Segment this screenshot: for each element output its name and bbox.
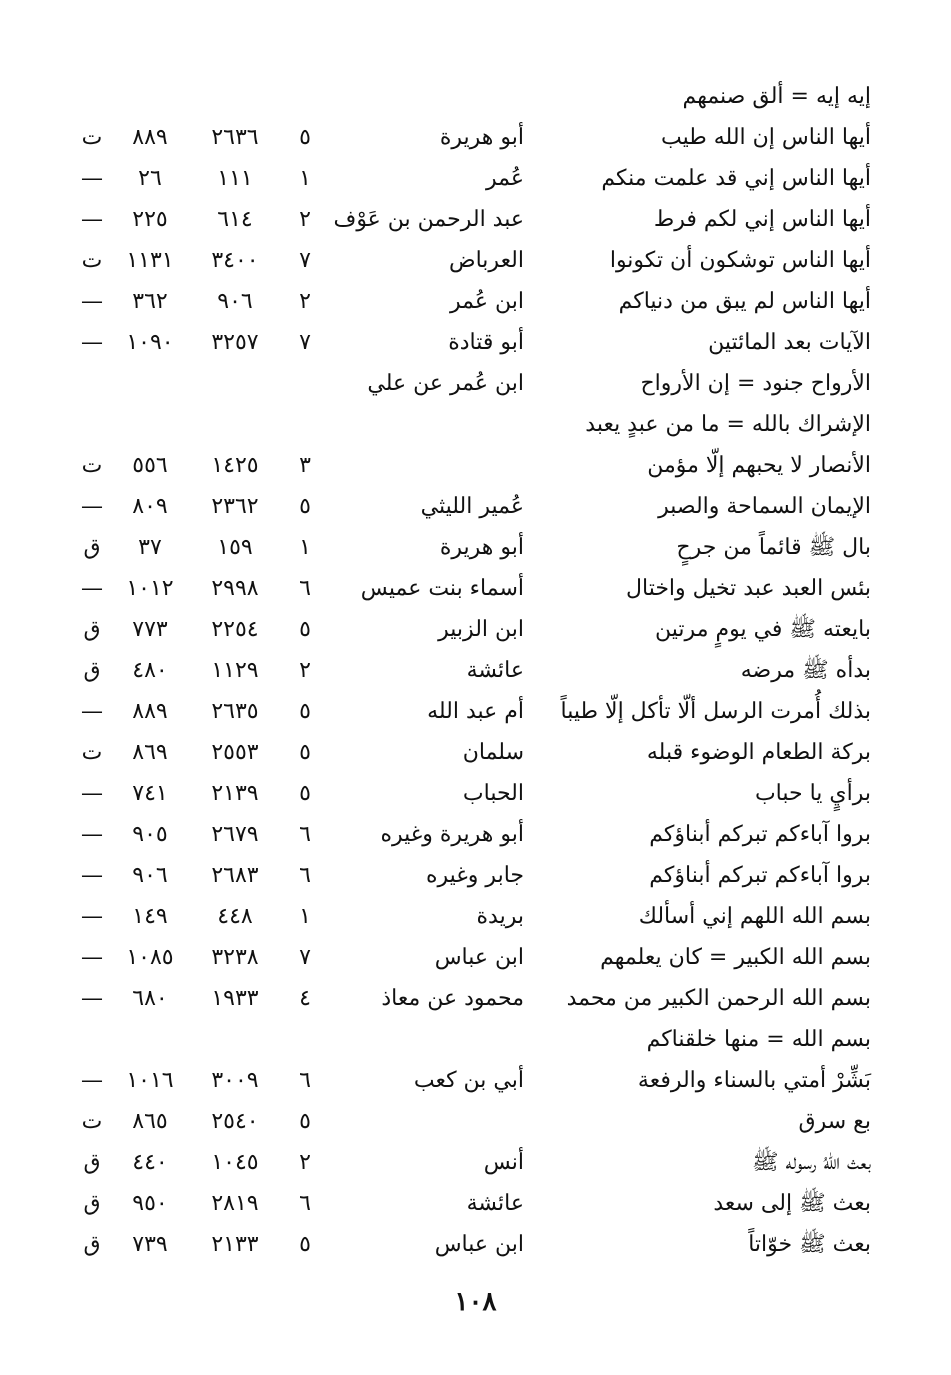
hadith-phrase: بسم الله = منها خلقناكم — [646, 1027, 871, 1052]
volume-number: ٣ — [299, 453, 311, 478]
page-reference — [108, 76, 192, 117]
table-row — [0, 691, 951, 732]
hadith-phrase: بركة الطعام الوضوء قبله — [646, 740, 871, 765]
hadith-phrase: بع سرق — [798, 1109, 871, 1134]
volume-number: ٥ — [299, 1109, 311, 1134]
page-reference: ٢٦ — [138, 166, 162, 191]
hadith-phrase: إيه إيه = ألق صنمهم — [682, 84, 871, 109]
table-row — [0, 1019, 951, 1060]
table-row — [0, 76, 951, 117]
page-reference: ٨٨٩ — [132, 125, 168, 150]
hadith-number: ٢٣٦٢ — [211, 494, 259, 519]
source-mark: — — [81, 166, 103, 191]
volume-number: ٢ — [299, 658, 311, 683]
narrator-name: ابن عُمر — [450, 289, 524, 314]
page-reference: ١٠٨٥ — [126, 945, 174, 970]
hadith-number: ٤٤٨ — [217, 904, 253, 929]
hadith-number: ٣٠٠٩ — [211, 1068, 259, 1093]
table-row — [0, 732, 951, 773]
hadith-phrase: بال ﷺ قائماً من جرحٍ — [676, 535, 871, 560]
narrator-name: جابر وغيره — [426, 863, 524, 888]
narrator-name: أبي بن كعب — [413, 1068, 524, 1093]
source-mark: ق — [83, 658, 101, 683]
volume-number: ١ — [299, 166, 311, 191]
hadith-phrase: بعث ﷺ إلى سعد — [713, 1191, 871, 1216]
volume-number: ٦ — [299, 1068, 311, 1093]
volume-number — [290, 404, 320, 445]
hadith-phrase: بَشِّرْ أمتي بالسناء والرفعة — [637, 1068, 871, 1093]
hadith-phrase: بعث ﷺ خوّاتاً — [748, 1232, 871, 1257]
source-mark: — — [81, 781, 103, 806]
page-reference — [108, 363, 192, 404]
narrator-name: أبو قتادة — [448, 330, 524, 355]
hadith-number: ٢٥٥٣ — [211, 740, 259, 765]
page-reference: ١١٣١ — [126, 248, 174, 273]
volume-number: ٧ — [299, 330, 311, 355]
page-reference: ٨٨٩ — [132, 699, 168, 724]
narrator-name: أبو هريرة وغيره — [380, 822, 524, 847]
narrator-name: الحباب — [462, 781, 524, 806]
table-row — [0, 896, 951, 937]
table-row — [0, 1224, 951, 1265]
narrator-name: أم عبد الله — [427, 699, 524, 724]
volume-number: ٦ — [299, 1191, 311, 1216]
hadith-number — [195, 76, 275, 117]
hadith-number: ٢٨١٩ — [211, 1191, 259, 1216]
table-row — [0, 363, 951, 404]
source-mark: — — [81, 207, 103, 232]
volume-number: ٦ — [299, 822, 311, 847]
narrator-name: عائشة — [466, 1191, 524, 1216]
source-mark — [74, 76, 110, 117]
hadith-number — [195, 1019, 275, 1060]
narrator-name: أبو هريرة — [439, 535, 524, 560]
hadith-number: ٦١٤ — [217, 207, 253, 232]
page-reference: ٧٤١ — [132, 781, 168, 806]
table-row — [0, 158, 951, 199]
page-number: ١٠٨ — [454, 1287, 497, 1317]
narrator-name: محمود عن معاذ — [381, 986, 524, 1011]
page-reference: ١٠١٢ — [126, 576, 174, 601]
narrator-name: سلمان — [462, 740, 524, 765]
hadith-phrase: بذلك أُمرت الرسل ألّا تأكل إلّا طيباً — [560, 699, 871, 724]
hadith-phrase: بسم الله الكبير = كان يعلمهم — [600, 945, 871, 970]
page-reference: ٨٦٩ — [132, 740, 168, 765]
volume-number: ٥ — [299, 781, 311, 806]
volume-number — [290, 1019, 320, 1060]
volume-number: ١ — [299, 535, 311, 560]
volume-number: ٥ — [299, 740, 311, 765]
source-mark: ت — [81, 125, 103, 150]
hadith-number: ١٠٤٥ — [211, 1150, 259, 1175]
volume-number: ٦ — [299, 863, 311, 888]
volume-number: ٧ — [299, 248, 311, 273]
hadith-number: ٢٦٧٩ — [211, 822, 259, 847]
page-reference: ٧٧٣ — [132, 617, 168, 642]
page-reference: ١٠٩٠ — [126, 330, 174, 355]
hadith-phrase: أيها الناس توشكون أن تكونوا — [609, 248, 871, 273]
table-row — [0, 445, 951, 486]
page-reference — [108, 1019, 192, 1060]
source-mark — [74, 363, 110, 404]
hadith-phrase: بروا آباءكم تبركم أبناؤكم — [649, 863, 871, 888]
narrator-name: ابن عباس — [434, 1232, 524, 1257]
narrator-name: أبو هريرة — [439, 125, 524, 150]
hadith-number: ١١١ — [217, 166, 253, 191]
narrator-name: ابن الزبير — [438, 617, 524, 642]
page-reference: ٣٧ — [138, 535, 162, 560]
narrator-name: ابن عُمر عن علي — [367, 371, 524, 396]
table-row — [0, 322, 951, 363]
hadith-number: ١١٢٩ — [211, 658, 259, 683]
hadith-number: ١٩٣٣ — [211, 986, 259, 1011]
table-row — [0, 117, 951, 158]
source-mark: ت — [81, 248, 103, 273]
volume-number: ٦ — [299, 576, 311, 601]
source-mark: ق — [83, 617, 101, 642]
narrator-name: أنس — [483, 1150, 524, 1175]
hadith-number — [195, 363, 275, 404]
volume-number: ٤ — [299, 986, 311, 1011]
table-row — [0, 937, 951, 978]
index-table — [0, 76, 951, 1265]
source-mark: — — [81, 945, 103, 970]
source-mark: ق — [83, 1232, 101, 1257]
page-reference: ٤٨٠ — [132, 658, 168, 683]
hadith-phrase: الأنصار لا يحبهم إلّا مؤمن — [647, 453, 871, 478]
hadith-phrase: بسم الله الرحمن الكبير من محمد — [566, 986, 871, 1011]
page-reference: ٦٨٠ — [132, 986, 168, 1011]
hadith-number: ٢٦٣٥ — [211, 699, 259, 724]
source-mark: ت — [81, 453, 103, 478]
page-reference — [108, 404, 192, 445]
source-mark: — — [81, 822, 103, 847]
table-row — [0, 1183, 951, 1224]
source-mark — [74, 404, 110, 445]
hadith-number: ٣٢٥٧ — [211, 330, 259, 355]
table-row — [0, 609, 951, 650]
hadith-number: ٣٢٣٨ — [211, 945, 259, 970]
narrator-name: بريدة — [476, 904, 524, 929]
table-row — [0, 1142, 951, 1183]
table-row — [0, 978, 951, 1019]
table-row — [0, 568, 951, 609]
page-reference: ١٤٩ — [132, 904, 168, 929]
table-row — [0, 1101, 951, 1142]
hadith-number — [195, 404, 275, 445]
hadith-phrase: أيها الناس إن الله طيب — [661, 125, 871, 150]
hadith-phrase: الأرواح جنود = إن الأرواح — [640, 371, 871, 396]
page-reference: ٩٠٥ — [132, 822, 168, 847]
source-mark: ق — [83, 535, 101, 560]
narrator-name: العرباض — [449, 248, 524, 273]
table-row — [0, 1060, 951, 1101]
source-mark: — — [81, 289, 103, 314]
hadith-phrase: أيها الناس إني قد علمت منكم — [601, 166, 871, 191]
page-reference: ٣٦٢ — [132, 289, 168, 314]
narrator-name: ابن عباس — [434, 945, 524, 970]
hadith-phrase: أيها الناس لم يبق من دنياكم — [618, 289, 871, 314]
volume-number: ٥ — [299, 494, 311, 519]
volume-number: ٢ — [299, 207, 311, 232]
volume-number: ٥ — [299, 125, 311, 150]
source-mark: — — [81, 699, 103, 724]
volume-number: ٥ — [299, 699, 311, 724]
hadith-phrase: بدأه ﷺ مرضه — [740, 658, 871, 683]
page-reference: ٩٥٠ — [132, 1191, 168, 1216]
hadith-phrase: بئس العبد عبد تخيل واختال — [626, 576, 871, 601]
page-reference: ١٠١٦ — [126, 1068, 174, 1093]
narrator-name: عُمر — [486, 166, 524, 191]
hadith-number: ٢٩٩٨ — [211, 576, 259, 601]
table-row — [0, 773, 951, 814]
hadith-number: ١٥٩ — [217, 535, 253, 560]
source-mark: — — [81, 863, 103, 888]
hadith-number: ٢٥٤٠ — [211, 1109, 259, 1134]
page-reference: ٢٢٥ — [132, 207, 168, 232]
page-reference: ٨٦٥ — [132, 1109, 168, 1134]
source-mark: ق — [83, 1191, 101, 1216]
source-mark: ق — [83, 1150, 101, 1175]
volume-number — [290, 76, 320, 117]
source-mark: — — [81, 904, 103, 929]
narrator-name: أسماء بنت عميس — [360, 576, 524, 601]
source-mark: ت — [81, 740, 103, 765]
hadith-phrase: أيها الناس إني لكم فرط — [653, 207, 871, 232]
source-mark: — — [81, 330, 103, 355]
narrator-name: عائشة — [466, 658, 524, 683]
hadith-number: ٩٠٦ — [217, 289, 253, 314]
source-mark: — — [81, 986, 103, 1011]
hadith-number: ٣٤٠٠ — [211, 248, 259, 273]
hadith-phrase: بعث اللّهُ رسوله ﷺ — [752, 1150, 871, 1175]
page-reference: ٨٠٩ — [132, 494, 168, 519]
hadith-phrase: بايعته ﷺ في يومٍ مرتين — [655, 617, 871, 642]
volume-number: ٢ — [299, 1150, 311, 1175]
table-row — [0, 855, 951, 896]
page-reference: ٤٤٠ — [132, 1150, 168, 1175]
page-reference: ٩٠٦ — [132, 863, 168, 888]
table-row — [0, 199, 951, 240]
narrator-name: عُمير الليثي — [420, 494, 524, 519]
source-mark: — — [81, 1068, 103, 1093]
source-mark — [74, 1019, 110, 1060]
hadith-phrase: بروا آباءكم تبركم أبناؤكم — [649, 822, 871, 847]
source-mark: ت — [81, 1109, 103, 1134]
table-row — [0, 650, 951, 691]
table-row — [0, 486, 951, 527]
hadith-number: ٢٢٥٤ — [211, 617, 259, 642]
hadith-phrase: برأيٍ يا حباب — [754, 781, 871, 806]
hadith-number: ٢٦٨٣ — [211, 863, 259, 888]
source-mark: — — [81, 576, 103, 601]
page-reference: ٧٣٩ — [132, 1232, 168, 1257]
hadith-number: ٢١٣٩ — [211, 781, 259, 806]
table-row — [0, 281, 951, 322]
hadith-phrase: بسم الله اللهم إني أسألك — [638, 904, 871, 929]
hadith-phrase: الآيات بعد المائتين — [708, 330, 871, 355]
hadith-number: ٢١٣٣ — [211, 1232, 259, 1257]
table-row — [0, 404, 951, 445]
page-reference: ٥٥٦ — [132, 453, 168, 478]
table-row — [0, 240, 951, 281]
volume-number: ٥ — [299, 1232, 311, 1257]
table-row — [0, 814, 951, 855]
volume-number: ٧ — [299, 945, 311, 970]
hadith-number: ١٤٢٥ — [211, 453, 259, 478]
volume-number: ٢ — [299, 289, 311, 314]
table-row — [0, 527, 951, 568]
hadith-number: ٢٦٣٦ — [211, 125, 259, 150]
hadith-phrase: الإيمان السماحة والصبر — [658, 494, 871, 519]
volume-number: ١ — [299, 904, 311, 929]
volume-number — [290, 363, 320, 404]
narrator-name: عبد الرحمن بن عَوْف — [333, 207, 524, 232]
source-mark: — — [81, 494, 103, 519]
volume-number: ٥ — [299, 617, 311, 642]
hadith-phrase: الإشراك بالله = ما من عبدٍ يعبد — [585, 412, 871, 437]
